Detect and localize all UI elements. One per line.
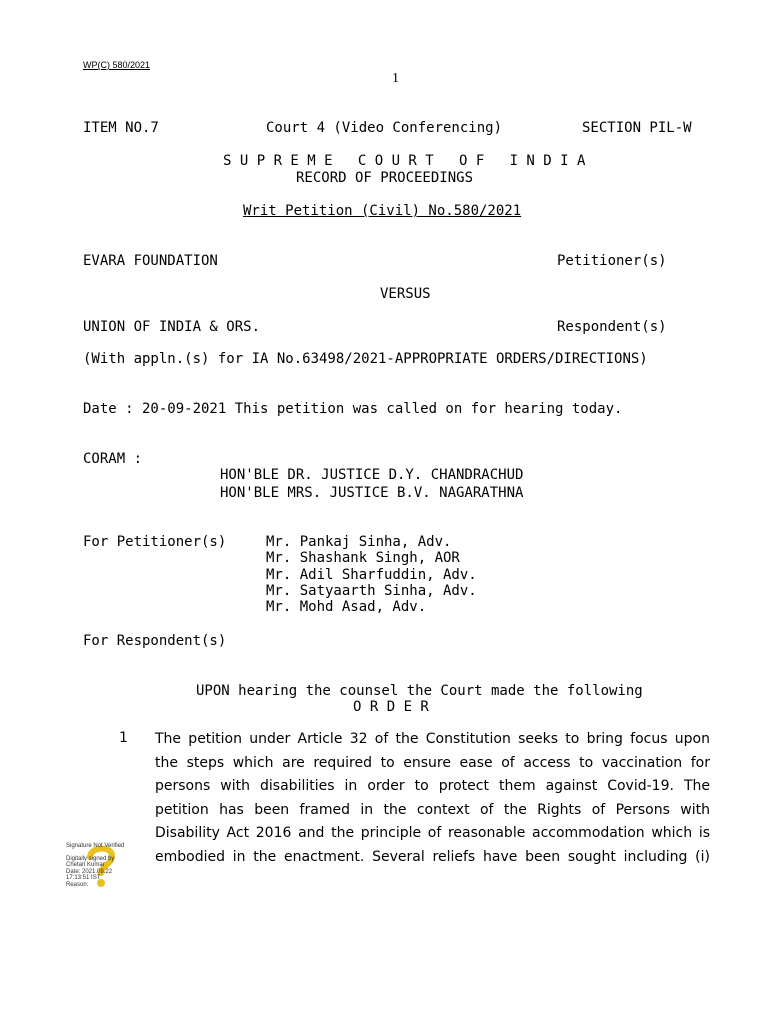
coram-judge: HON'BLE MRS. JUSTICE B.V. NAGARATHNA xyxy=(220,485,524,501)
paragraph-line: embodied in the enactment. Several reliefs have been sought including (i) xyxy=(155,848,710,865)
court-name: S U P R E M E C O U R T O F I N D I A xyxy=(223,153,586,169)
order-intro: UPON hearing the counsel the Court made the following xyxy=(196,683,643,699)
paragraph-number: 1 xyxy=(119,730,128,746)
record-title: RECORD OF PROCEEDINGS xyxy=(296,170,474,186)
paragraph-line: petition has been framed in the context of the Rights of Persons with xyxy=(155,801,710,818)
court-number: Court 4 (Video Conferencing) xyxy=(266,120,503,136)
signature-detail: Digitally signed by xyxy=(66,855,115,862)
signature-detail: 17:13:51 IST xyxy=(66,875,101,881)
signature-detail: Chetan Kumar xyxy=(66,862,105,868)
hearing-date-line: Date : 20-09-2021 This petition was called on for hearing today. xyxy=(83,401,623,417)
respondent-role: Respondent(s) xyxy=(557,319,667,335)
petition-title: Writ Petition (Civil) No.580/2021 xyxy=(243,203,522,219)
signature-detail: Date: 2021.09.22 xyxy=(66,868,113,875)
counsel-name: Mr. Shashank Singh, AOR xyxy=(266,550,460,566)
section-label: SECTION PIL-W xyxy=(582,120,692,136)
petitioner-name: EVARA FOUNDATION xyxy=(83,253,218,269)
respondent-name: UNION OF INDIA & ORS. xyxy=(83,319,261,335)
signature-block xyxy=(66,843,146,889)
petitioner-counsel-label: For Petitioner(s) xyxy=(83,534,227,550)
paragraph-line: persons with disabilities in order to protect them against Covid-19. The xyxy=(155,778,710,795)
counsel-name: Mr. Mohd Asad, Adv. xyxy=(266,599,427,615)
page-number: 1 xyxy=(392,71,399,86)
respondent-counsel-label: For Respondent(s) xyxy=(83,633,227,649)
counsel-name: Mr. Pankaj Sinha, Adv. xyxy=(266,534,452,550)
paragraph-line: Disability Act 2016 and the principle of reasonable accommodation which is xyxy=(155,825,710,842)
counsel-name: Mr. Satyaarth Sinha, Adv. xyxy=(266,583,477,599)
coram-judge: HON'BLE DR. JUSTICE D.Y. CHANDRACHUD xyxy=(220,467,524,483)
paragraph-body xyxy=(155,728,710,870)
counsel-name: Mr. Adil Sharfuddin, Adv. xyxy=(266,567,477,583)
case-reference: WP(C) 580/2021 xyxy=(83,60,151,70)
signature-detail: Reason: xyxy=(66,881,89,888)
coram-label: CORAM : xyxy=(83,451,143,467)
paragraph-line: The petition under Article 32 of the Constitution seeks to bring focus upon xyxy=(155,731,710,747)
application-line: (With appln.(s) for IA No.63498/2021-APPROPRIATE ORDERS/DIRECTIONS) xyxy=(83,351,648,367)
petitioner-role: Petitioner(s) xyxy=(557,253,667,269)
signature-status: Signature Not Verified xyxy=(66,843,125,849)
paragraph-line: the steps which are required to ensure ease of access to vaccination for xyxy=(155,754,710,771)
item-number: ITEM NO.7 xyxy=(83,120,159,136)
order-title: O R D E R xyxy=(353,699,429,715)
versus-label: VERSUS xyxy=(380,286,431,302)
